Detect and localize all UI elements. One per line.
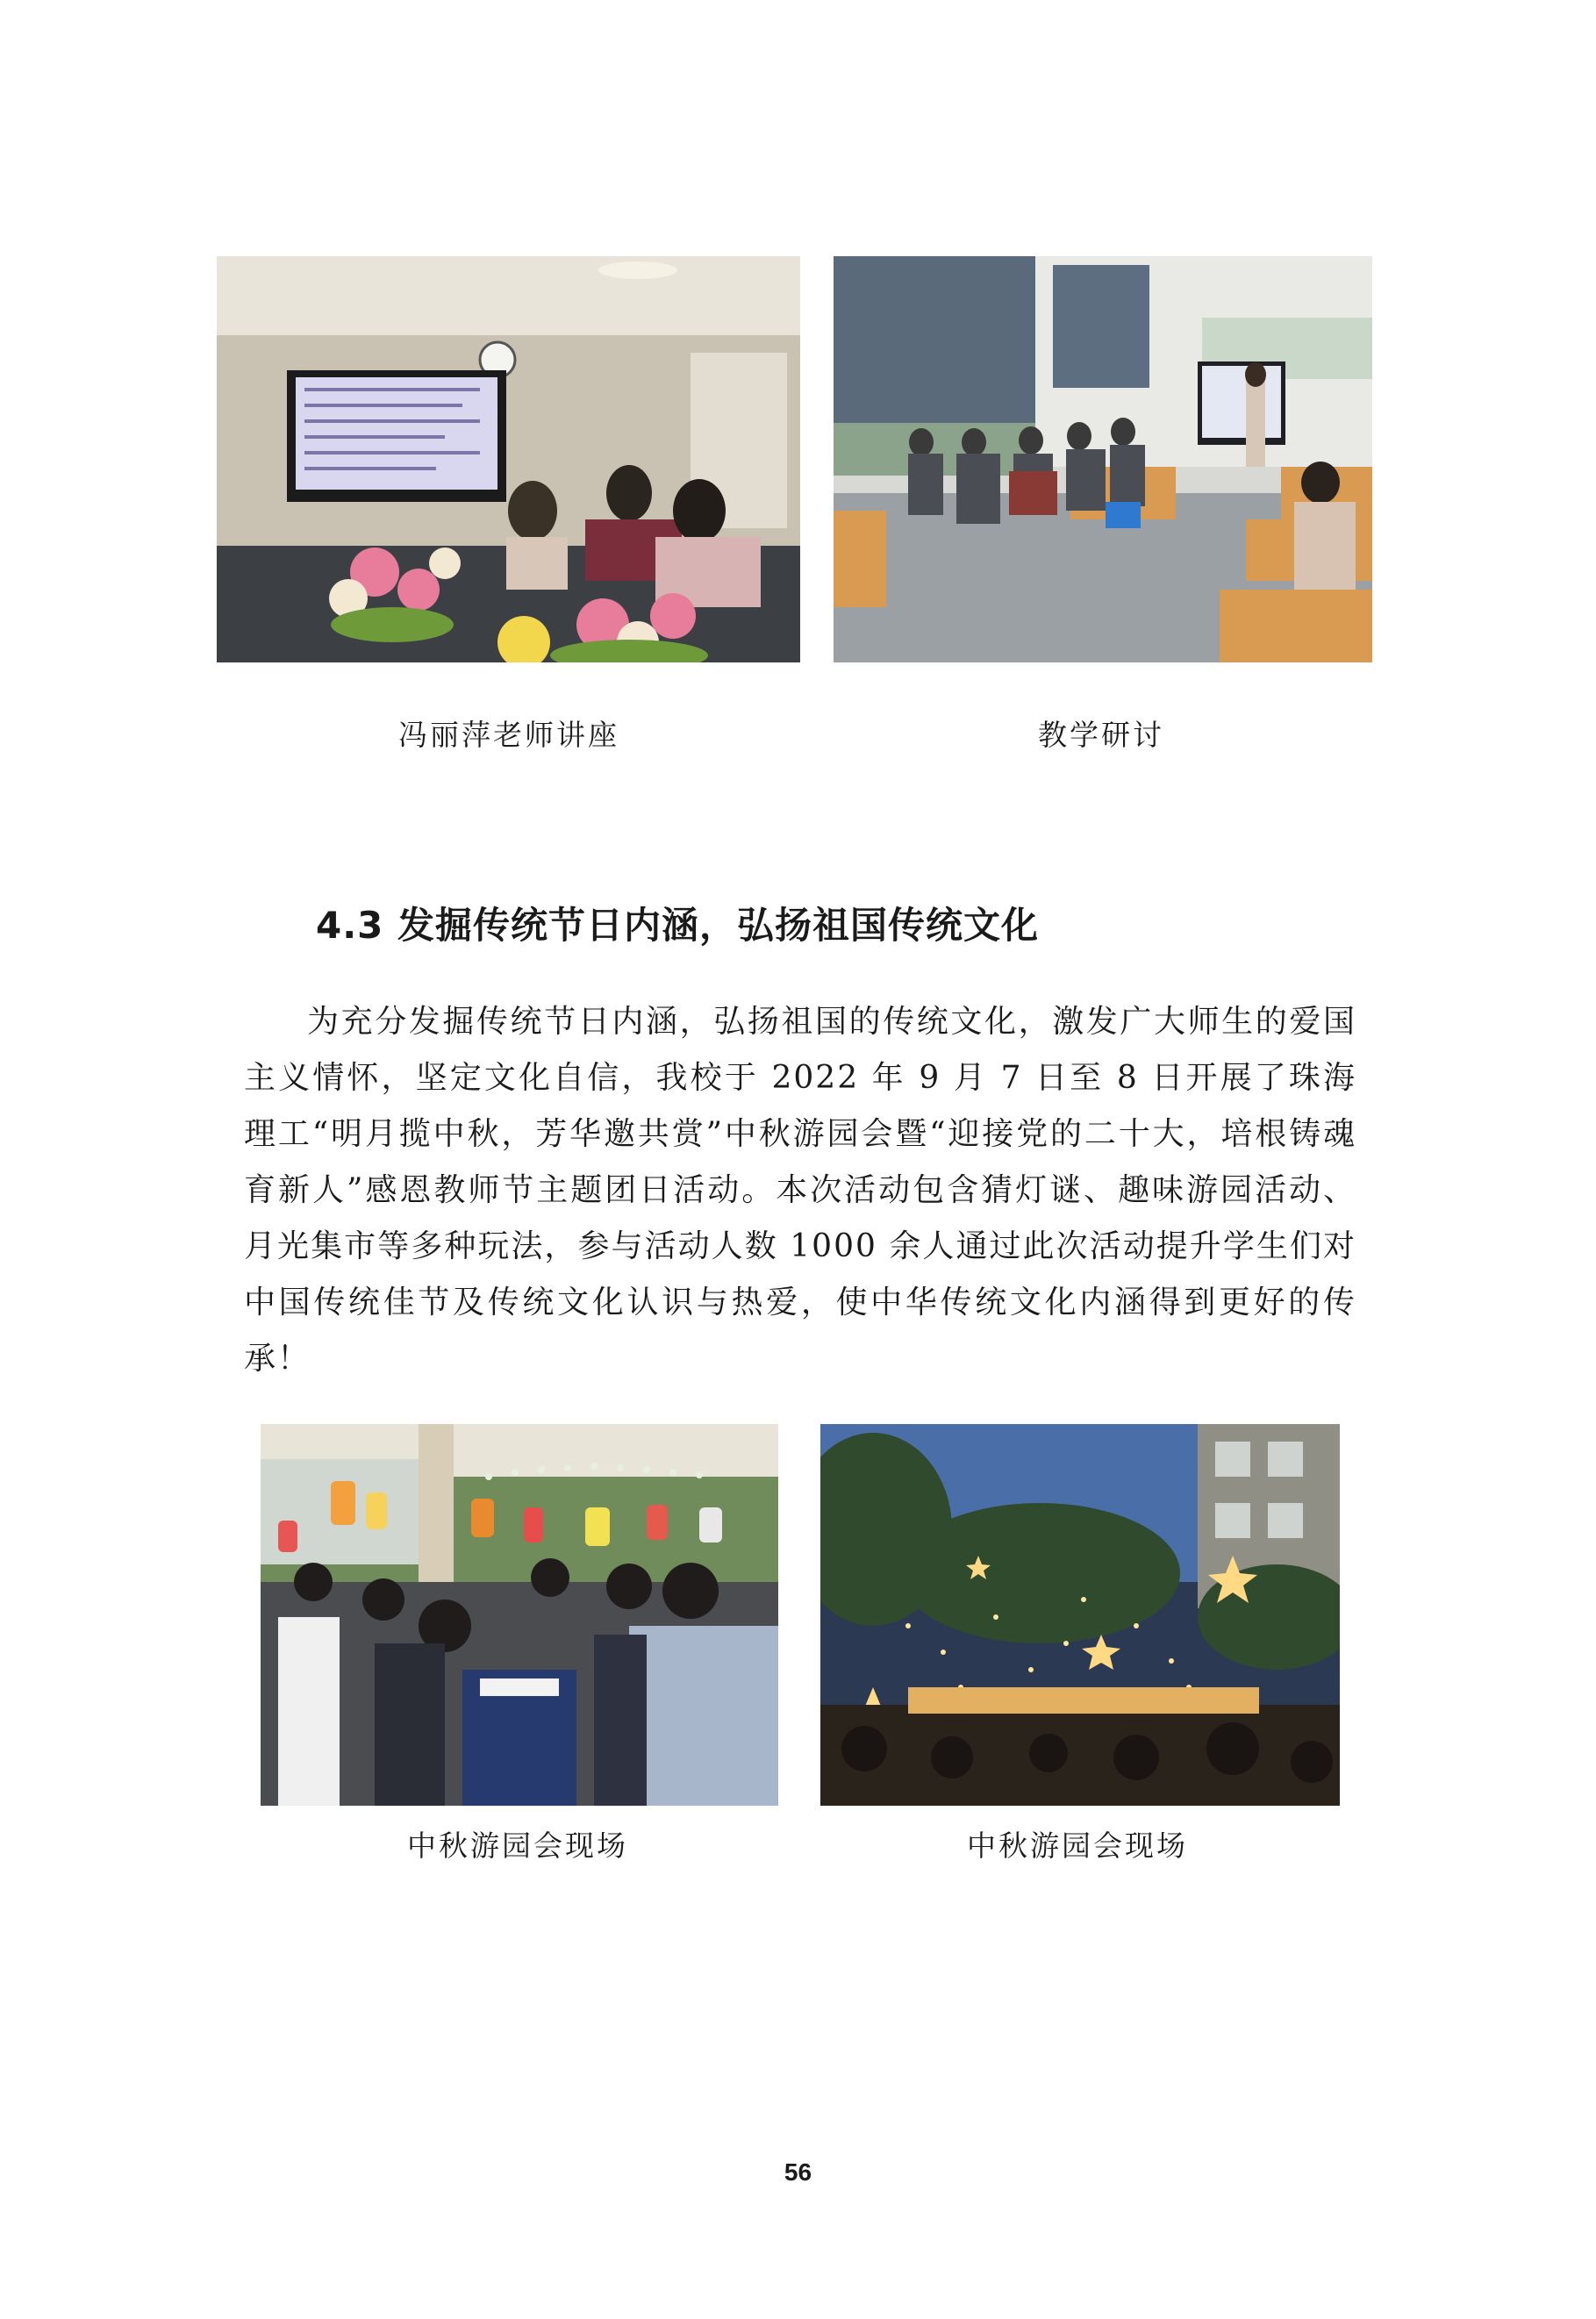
festival-photo-1 (261, 1424, 778, 1806)
lecture-photo (217, 256, 800, 662)
festival-photo-2-caption: 中秋游园会现场 (967, 1829, 1188, 1863)
lecture-photo-caption: 冯丽萍老师讲座 (398, 718, 619, 752)
seminar-photo (834, 256, 1372, 662)
festival-photo-1-caption: 中秋游园会现场 (407, 1829, 628, 1863)
section-body (244, 994, 1356, 1387)
section-heading: 4.3 发掘传统节日内涵，弘扬祖国传统文化 (316, 904, 1040, 947)
seminar-photo-caption: 教学研讨 (1038, 718, 1164, 752)
body-paragraph: 为充分发掘传统节日内涵，弘扬祖国的传统文化，激发广大师生的爱国主义情怀，坚定文化自信，我校于 2022 年 9 月 7 日至 8 日开展了珠海理工“明月揽中秋，芳华邀共赏”中秋游园会暨“迎接党的二十大，培根铸魂育新人”感恩教师节主题团日活动。本次活动包含猜灯谜、趣味游园活动、月光集市等多种玩法，参与活动人数 1000 余人通过此次活动提升学生们对中国传统佳节及传统文化认识与热爱，使中华传统文化内涵得到更好的传承！ (244, 1004, 1356, 1377)
page-number: 56 (784, 2158, 812, 2186)
festival-photo-2 (820, 1424, 1340, 1806)
